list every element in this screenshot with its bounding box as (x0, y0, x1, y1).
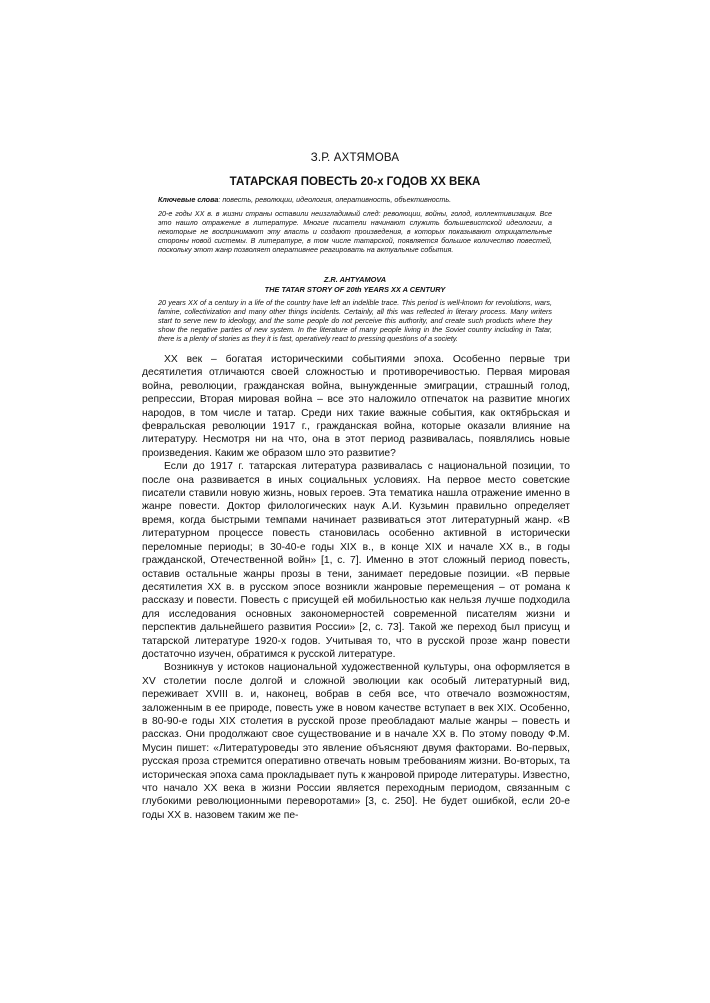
keywords-label: Ключевые слова (158, 195, 219, 204)
article-body (142, 353, 570, 822)
body-paragraph-2: Если до 1917 г. татарская литература развивалась с национальной позиции, то после она развивается в иных социальных условиях. На первое место советские писатели ставили новую жизнь, новых героев. Эта тематика нашла отражение именно в жанре повести. Доктор филологических наук А.И. Кузьмин правильно определяет время, когда быстрыми темпами начинает развиваться этот литературный жанр. «В литературном процессе повесть становилась особенно активной в исторически переломные периоды; в 30-40-е годы XIX в., в конце XIX и начале XX в., в годы гражданской, Отечественной войн» [1, с. 7]. Именно в этот сложный период повесть, оставив остальные жанры прозы в тени, занимает передовые позиции. «В первые десятилетия XX в. в русском эпосе возникли жанровые перемещения – от романа к рассказу и повести. Повесть с присущей ей мобильностью как нельзя лучше подходила для исследования основных закономерностей современной писателям жизни и перспектив дальнейшего развития России» [2, с. 73]. Такой же переход был присущ и татарской литературе 1920-х годов. Учитывая то, что в русской прозе жанр повести достаточно изучен, обратимся к русской литературе. (142, 461, 570, 660)
author-name: З.Р. АХТЯМОВА (310, 152, 400, 164)
abstract-russian: 20-е годы XX в. в жизни страны оставили неизгладимый след: революции, войны, голод, коллективизация. Все это нашло отражение в литературе. Многие писатели начинают служить большевистской идеологии, а некоторые не воспринимают эту власть и создают произведения, в которых показывают отрицательные стороны новой системы. В литературе, в том числе татарской, появляется большое количество повестей, поскольку этот жанр позволяет оперативнее реагировать на актуальные события. (158, 209, 552, 255)
keywords-text: : повесть, революции, идеология, оперативность, объективность. (218, 195, 452, 204)
english-title: THE TATAR STORY OF 20th YEARS XX A CENTURY (264, 285, 446, 294)
body-paragraph-1: XX век – богатая историческими событиями эпоха. Особенно первые три десятилетия отличаются своей сложностью и противоречивостью. Первая мировая война, революции, гражданская война, вынужденные эмиграции, страшный голод, репрессии, Вторая мировая война – все это наложило отпечаток на развитие многих народов, в том числе и татар. Среди них такие важные события, как октябрьская и февральская революции 1917 г., гражданская война, которые оказали влияние на литературу. Несмотря ни на что, она в этот период развивалась, появлялись новые произведения. Каким же образом шло это развитие? (142, 354, 570, 459)
body-paragraph-3: Возникнув у истоков национальной художественной культуры, она оформляется в XV столетии после долгой и сложной эволюции как особый литературный вид, переживает XVIII в. и, наконец, вобрав в себя все, что отвечало возможностям, заложенным в ее природе, повесть уже в новом качестве вступает в век XIX. Особенно, в 80-90-е годы XIX столетия в русской прозе преобладают малые жанры – повесть и рассказ. Они продолжают свое существование и в начале XX в. По этому поводу Ф.М. Мусин пишет: «Литературоведы это явление объясняют двумя факторами. Во-первых, русская проза стремится оперативно отвечать новым требованиям жизни. Во-вторых, та историческая эпоха сама прокладывает путь к жанровой природе литературы. Известно, что начало XX века в жизни России является переходным периодом, связанным с глубокими революционными переворотами» [3, с. 250]. Не будет ошибкой, если 20-е годы XX в. назовем таким же пе- (142, 662, 571, 821)
abstract-english: 20 years XX of a century in a life of the country have left an indelible trace. This period is well-known for revolutions, wars, famine, collectivization and many other things incidents. Certainly, all this was reflected in literary process. Many writers start to serve new to ideology, and the some people do not perceive this authority, and create such products where they show the negative parties of new system. In the literature of many people living in the Soviet country including in Tatar, there is a plenty of stories as they it is fast, operatively react to pressing questions of a society. (158, 298, 552, 344)
keywords (158, 195, 552, 204)
article-title: ТАТАРСКАЯ ПОВЕСТЬ 20-х ГОДОВ XX ВЕКА (229, 176, 481, 188)
english-author: Z.R. AHTYAMOVA (323, 275, 387, 284)
